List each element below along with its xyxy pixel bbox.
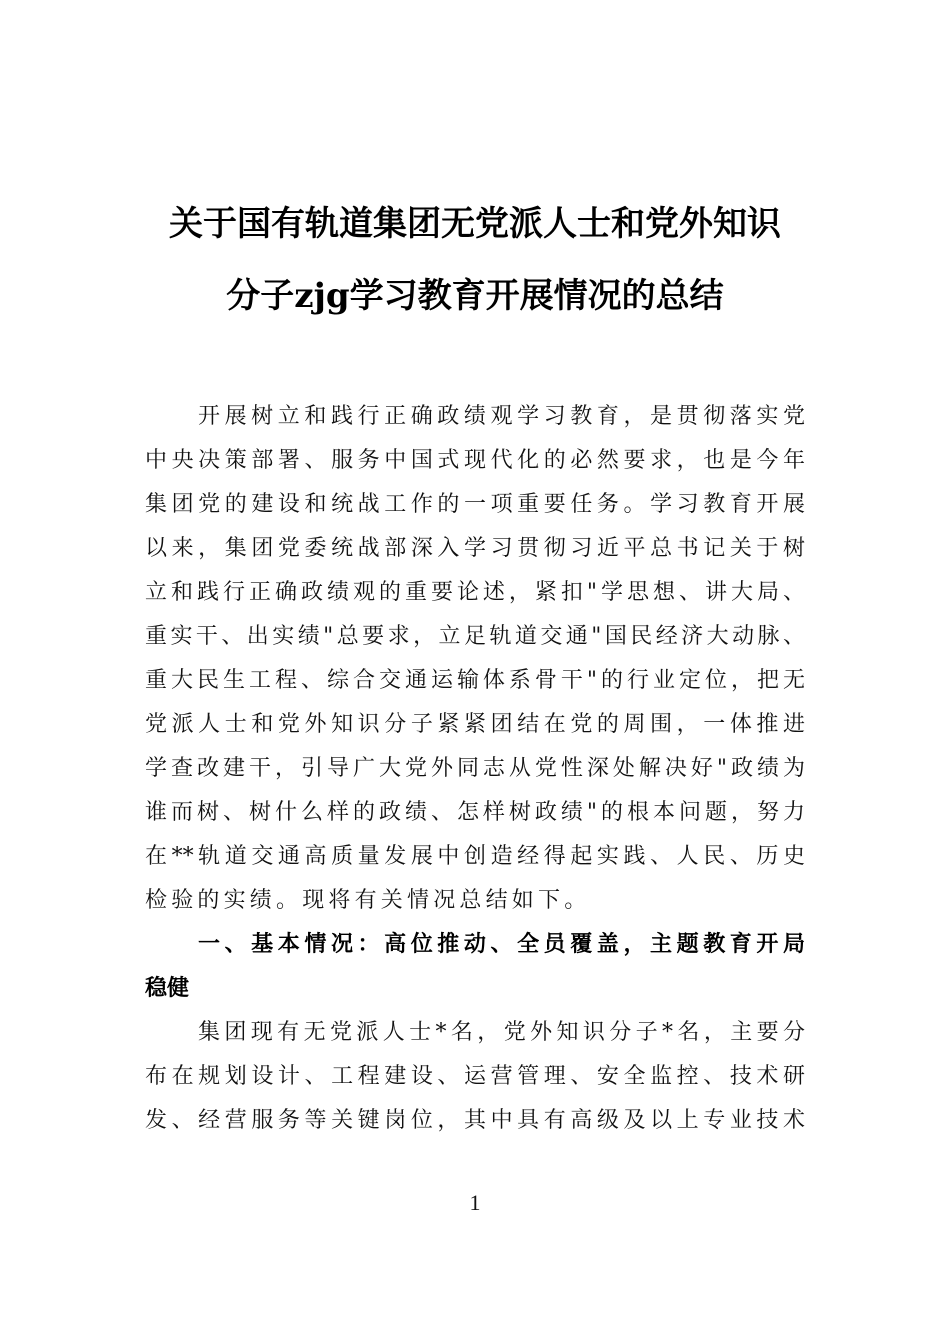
document-title-line-1: 关于国有轨道集团无党派人士和党外知识 — [169, 204, 781, 244]
paragraph-line: 在**轨道交通高质量发展中创造经得起实践、人民、历史 — [145, 844, 805, 869]
paragraph-line: 谁而树、树什么样的政绩、怎样树政绩"的根本问题，努力 — [145, 800, 805, 825]
paragraph-line: 集团现有无党派人士*名，党外知识分子*名，主要分 — [198, 1020, 805, 1045]
paragraph-line: 立和践行正确政绩观的重要论述，紧扣"学思想、讲大局、 — [145, 580, 805, 605]
paragraph-line: 学查改建干，引导广大党外同志从党性深处解决好"政绩为 — [145, 756, 805, 781]
paragraph-line: 重实干、出实绩"总要求，立足轨道交通"国民经济大动脉、 — [145, 624, 805, 649]
paragraph-line: 发、经营服务等关键岗位，其中具有高级及以上专业技术 — [145, 1108, 805, 1133]
section-heading-line-1: 一、基本情况：高位推动、全员覆盖，主题教育开局 — [198, 932, 805, 957]
section-heading-line-2: 稳健 — [145, 976, 190, 1001]
paragraph-line: 中央决策部署、服务中国式现代化的必然要求，也是今年 — [145, 448, 805, 473]
page-number: 1 — [469, 1190, 481, 1215]
paragraph-line: 布在规划设计、工程建设、运营管理、安全监控、技术研 — [145, 1064, 805, 1089]
paragraph-line: 集团党的建设和统战工作的一项重要任务。学习教育开展 — [145, 492, 805, 517]
paragraph-line: 开展树立和践行正确政绩观学习教育，是贯彻落实党 — [198, 404, 805, 429]
paragraph-line: 以来，集团党委统战部深入学习贯彻习近平总书记关于树 — [145, 536, 805, 561]
paragraph-line: 检验的实绩。现将有关情况总结如下。 — [145, 888, 591, 913]
document-title-line-2: 分子zjg学习教育开展情况的总结 — [226, 276, 724, 316]
paragraph-line: 党派人士和党外知识分子紧紧团结在党的周围，一体推进 — [145, 712, 805, 737]
paragraph-line: 重大民生工程、综合交通运输体系骨干"的行业定位，把无 — [145, 668, 805, 693]
